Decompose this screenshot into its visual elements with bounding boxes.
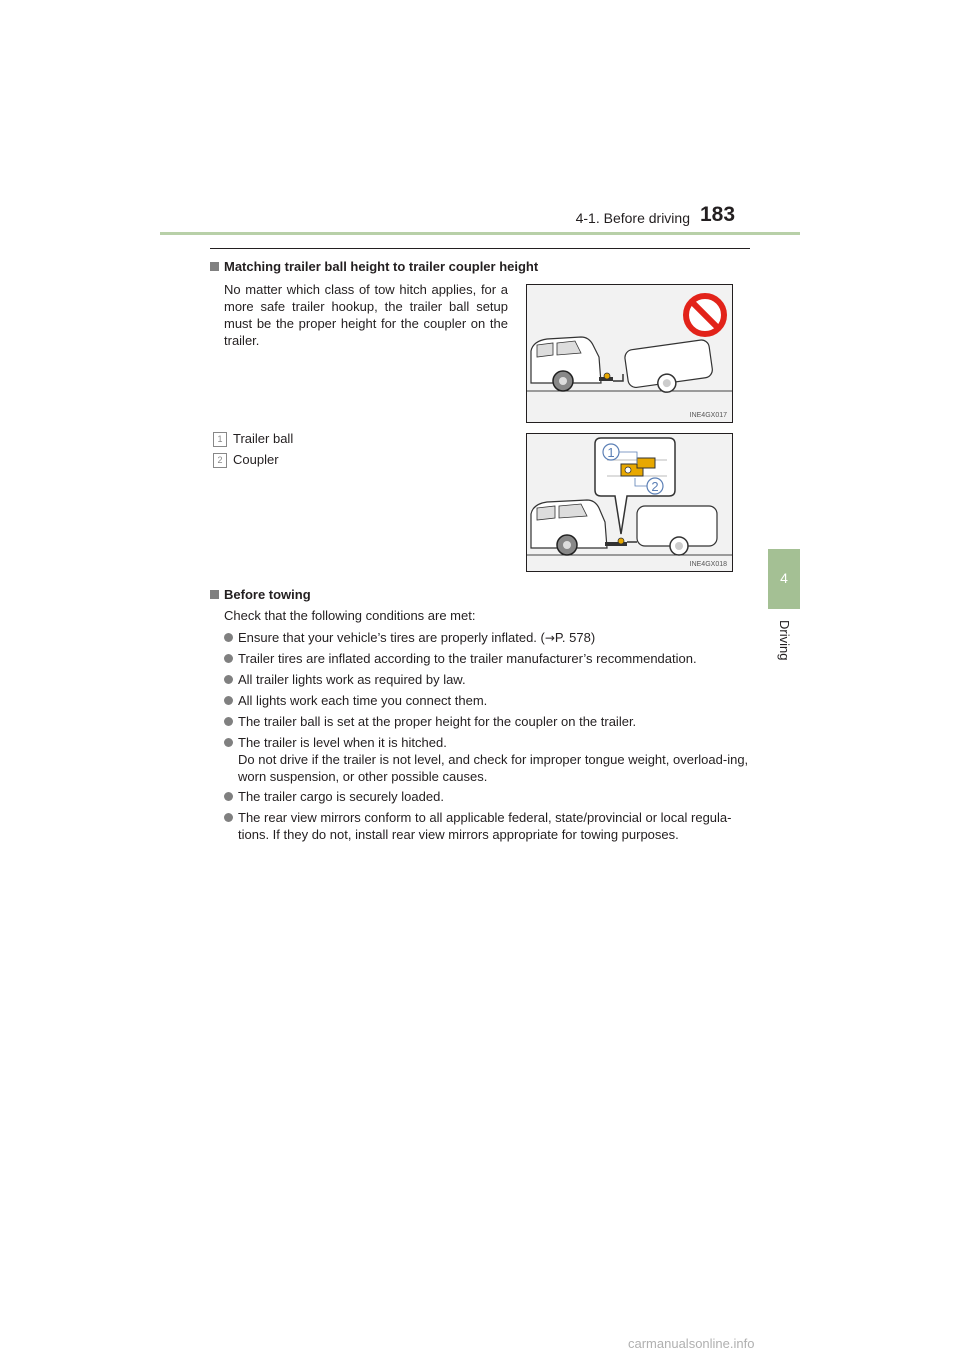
- item-number: 2: [213, 453, 227, 468]
- list-item: [224, 671, 754, 688]
- bullet-dot-icon: [224, 654, 233, 663]
- chapter-label-text: Driving: [777, 620, 792, 661]
- bullet-dot-icon: [224, 675, 233, 684]
- bullet-text: The rear view mirrors conform to all applicable federal, state/provincial or local regula-tions. If they do not, install rear view mirrors appropriate for towing purposes.: [238, 810, 732, 842]
- list-item: [224, 629, 754, 647]
- page-reference-link[interactable]: P. 578): [554, 630, 596, 645]
- list-item: [224, 650, 754, 667]
- section-heading-before-towing: [210, 587, 311, 602]
- bullet-dot-icon: [224, 792, 233, 801]
- illustration-incorrect-hitch: [526, 284, 733, 423]
- bullet-text: Trailer tires are inflated according to the trailer manufacturer’s recommendation.: [238, 651, 697, 666]
- incorrect-hitch-drawing: [527, 285, 732, 422]
- callout-1: 1: [607, 445, 615, 460]
- bullet-text: All trailer lights work as required by law.: [238, 672, 466, 687]
- illustration-correct-hitch: [526, 433, 733, 572]
- square-bullet-icon: [210, 262, 219, 271]
- correct-hitch-drawing: [527, 434, 732, 571]
- bullet-dot-icon: [224, 717, 233, 726]
- bullet-text: The trailer cargo is securely loaded.: [238, 789, 444, 804]
- list-item: [224, 713, 754, 730]
- section-intro: Check that the following conditions are met:: [224, 608, 476, 623]
- list-item: [224, 692, 754, 709]
- chapter-label: [776, 620, 792, 680]
- section-heading-text: Matching trailer ball height to trailer coupler height: [224, 259, 539, 274]
- section-paragraph: No matter which class of tow hitch applies, for a more safe trailer hookup, the trailer ball setup must be the proper height for the coupler on the trailer.: [224, 282, 508, 348]
- bullet-dot-icon: [224, 696, 233, 705]
- image-code: INE4GX017: [689, 412, 727, 419]
- item-label: Trailer ball: [233, 431, 294, 446]
- section-heading-text: Before towing: [224, 587, 311, 602]
- bullet-text: Ensure that your vehicle’s tires are properly inflated. (: [238, 630, 545, 645]
- section-heading-matching: [210, 259, 538, 274]
- list-item: [224, 734, 754, 785]
- bullet-subtext: Do not drive if the trailer is not level, and check for improper tongue weight, overload-ing, worn suspension, or other possible causes.: [238, 752, 749, 784]
- list-item-trailer-ball: [213, 431, 293, 447]
- arrow-icon: →: [544, 631, 555, 645]
- item-number: 1: [213, 432, 227, 447]
- bullet-dot-icon: [224, 813, 233, 822]
- bullet-text: All lights work each time you connect them.: [238, 693, 488, 708]
- image-code: INE4GX018: [689, 561, 727, 568]
- square-bullet-icon: [210, 590, 219, 599]
- watermark-text: carmanualsonline.info: [628, 1336, 755, 1351]
- header-divider: [160, 232, 800, 235]
- list-item-coupler: [213, 452, 279, 468]
- list-item: [224, 788, 754, 805]
- bullet-dot-icon: [224, 738, 233, 747]
- section-divider: [210, 248, 750, 249]
- section-title: 4-1. Before driving: [575, 210, 690, 226]
- bullet-text: The trailer is level when it is hitched.: [238, 735, 447, 750]
- chapter-number: 4: [780, 570, 788, 586]
- bullet-text: The trailer ball is set at the proper height for the coupler on the trailer.: [238, 714, 637, 729]
- page-number: 183: [700, 203, 736, 226]
- bullet-dot-icon: [224, 633, 233, 642]
- item-label: Coupler: [233, 452, 279, 467]
- callout-2: 2: [651, 479, 659, 494]
- list-item: [224, 809, 754, 843]
